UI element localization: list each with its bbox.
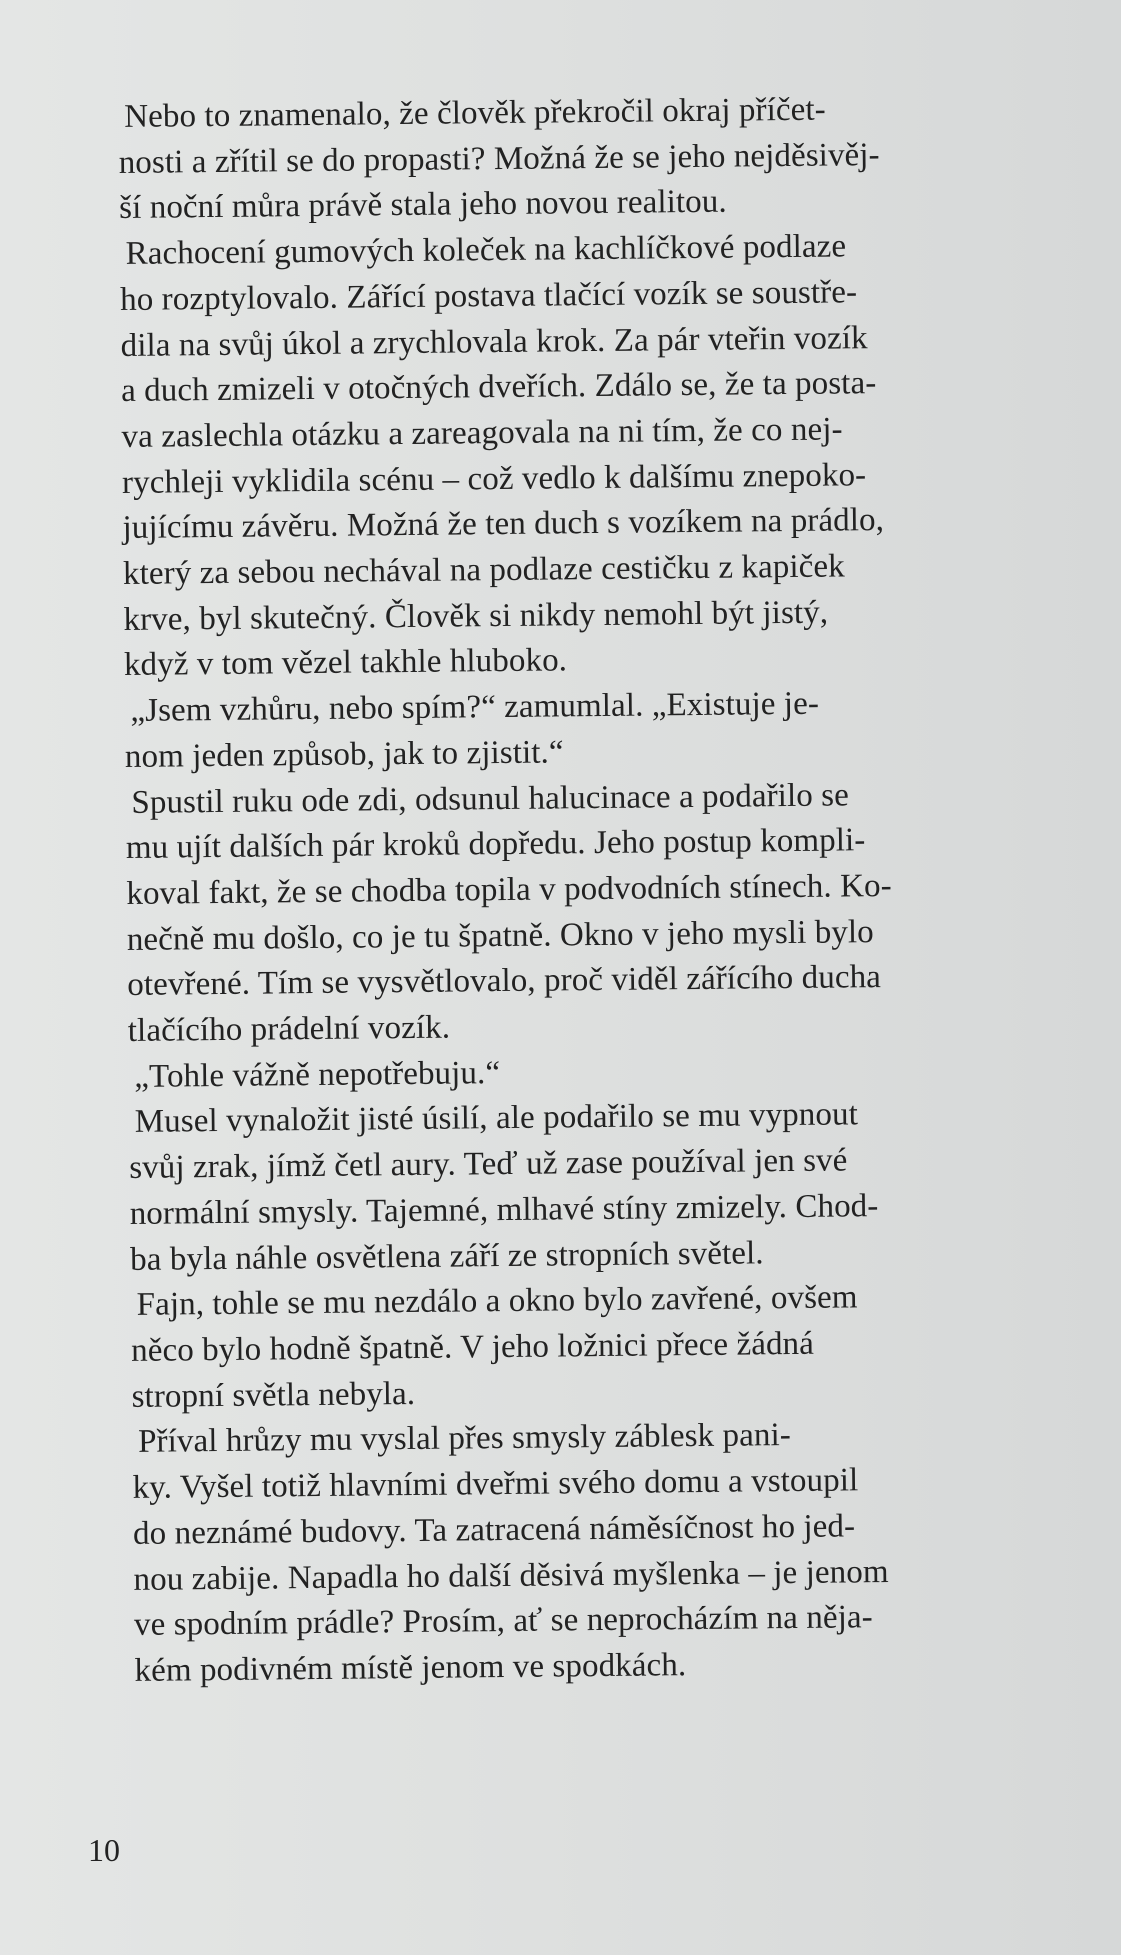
paragraph-1: Nebo to znamenalo, že člověk překročil okraj příčet- nosti a zřítil se do propasti? Možná že se jeho nejděsivěj- ší noční můra právě stala jeho novou realitou. xyxy=(118,91,880,227)
paragraph-8: Příval hrůzy mu vyslal přes smysly záblesk pani- ky. Vyšel totiž hlavními dveřmi svého domu a vstoupil do neznámé budovy. Ta zatracená náměsíčnost ho jed- nou zabije. Napadla ho další děsivá myšlenka – je jenom ve spodním prádle? Prosím, ať se neprocházím na něja- kém podivném místě jenom ve spodkách. xyxy=(132,1417,889,1689)
paragraph-4: Spustil ruku ode zdi, odsunul halucinace a podařilo se mu ujít dalších pár kroků dopředu. Jeho postup kompli- koval fakt, že se chodba topila v podvodních stínech. Ko- nečně mu došlo, co je tu špatně. Okno v jeho mysli bylo otevřené. Tím se vysvětlovalo, proč viděl zářícího ducha tlačícího prádelní vozík. xyxy=(125,776,892,1050)
paragraph-5: „Tohle vážně nepotřebuju.“ xyxy=(134,1054,501,1095)
page-body-text xyxy=(118,85,1055,1694)
page-number: 10 xyxy=(88,1832,120,1868)
paragraph-3: „Jsem vzhůru, nebo spím?“ zamumlal. „Existuje je- nom jeden způsob, jak to zjistit.“ xyxy=(124,685,820,775)
paragraph-7: Fajn, tohle se mu nezdálo a okno bylo zavřené, ovšem něco bylo hodně špatně. V jeho ložnici přece žádná stropní světla nebyla. xyxy=(130,1279,858,1415)
paragraph-2: Rachocení gumových koleček na kachlíčkové podlaze ho rozptylovalo. Zářící postava tlačící vozík se soustře- dila na svůj úkol a zrychlovala krok. Za pár vteřin vozík a duch zmizeli v otočných dveřích. Zdálo se, že ta posta- va zaslechla otázku a zareagovala na ni tím, že co nej- rychleji vyklidila scénu – což vedlo k dalšímu znepoko- jujícímu závěru. Možná že ten duch s vozíkem na prádlo, který za sebou nechával na podlaze cestičku z kapiček krve, byl skutečný. Člověk si nikdy nemohl být jistý, když v tom vězel takhle hluboko. xyxy=(119,228,885,684)
paragraph-6: Musel vynaložit jisté úsilí, ale podařilo se mu vypnout svůj zrak, jímž četl aury. Teď už zase používal jen své normální smysly. Tajemné, mlhavé stíny zmizely. Chod- ba byla náhle osvětlena září ze stropních světel. xyxy=(129,1096,879,1278)
